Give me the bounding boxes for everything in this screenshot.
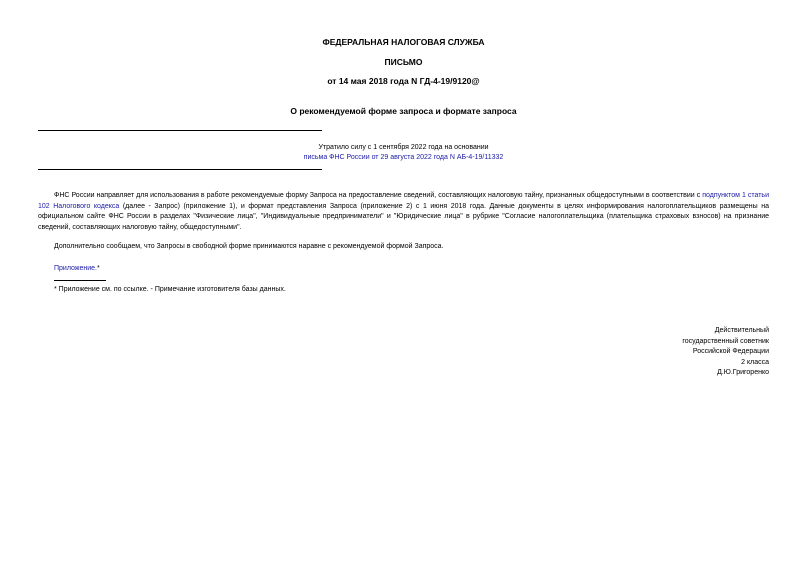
- signature-line-4: 2 класса: [741, 358, 769, 366]
- expired-link-line: [0, 153, 807, 162]
- signature-line-3: Российской Федерации: [692, 348, 769, 355]
- tax-code-link[interactable]: подпунктом 1 статьи 102 Налогового кодекса: [38, 192, 769, 210]
- appendix-link[interactable]: Приложение.: [54, 265, 98, 272]
- subject-title: О рекомендуемой форме запроса и формате запроса: [290, 106, 517, 116]
- signature-name: Д.Ю.Григоренко: [717, 369, 769, 376]
- divider-bottom: [38, 169, 322, 170]
- paragraph-additional: Дополнительно сообщаем, что Запросы в свободной форме принимаются наравне с рекомендуемой формой Запроса.: [54, 243, 444, 250]
- appendix-mark: *: [97, 265, 100, 272]
- paragraph-main-text-2: (далее - Запрос) (приложение 1), и формат представления Запроса (приложение 2) с 1 июня 2018 года. Данные документы в целях информирования налогоплательщиков размещены на официальном сайте ФНС России в разделах "Физические лица", "Индивидуальные предприниматели" и "Юридические лица" в рубрике "Согласие налогоплательщика (плательщика страховых взносов) на признание сведений, составляющих налоговую тайну, общедоступными".: [38, 202, 769, 231]
- doc-number-title: от 14 мая 2018 года N ГД-4-19/9120@: [327, 76, 480, 86]
- signature-block: [569, 326, 769, 379]
- signature-line-2: государственный советник: [682, 337, 769, 345]
- doc-type-title: ПИСЬМО: [384, 57, 423, 67]
- expired-link[interactable]: письма ФНС России от 29 августа 2022 года N АБ-4-19/11332: [303, 154, 504, 161]
- footnote-divider: [54, 280, 106, 281]
- expired-note: Утратило силу с 1 сентября 2022 года на основании: [318, 144, 489, 151]
- agency-title: ФЕДЕРАЛЬНАЯ НАЛОГОВАЯ СЛУЖБА: [322, 37, 485, 47]
- signature-line-1: Действительный: [714, 327, 769, 334]
- paragraph-main: [38, 191, 769, 233]
- footnote: * Приложение см. по ссылке. - Примечание изготовителя базы данных.: [54, 286, 286, 293]
- paragraph-main-text-1: ФНС России направляет для использования в работе рекомендуемые форму Запроса на предоставление сведений, составляющих налоговую тайну, признанных общедоступными в соответствии с: [54, 192, 703, 199]
- divider-top: [38, 130, 322, 131]
- appendix-line: [54, 264, 100, 273]
